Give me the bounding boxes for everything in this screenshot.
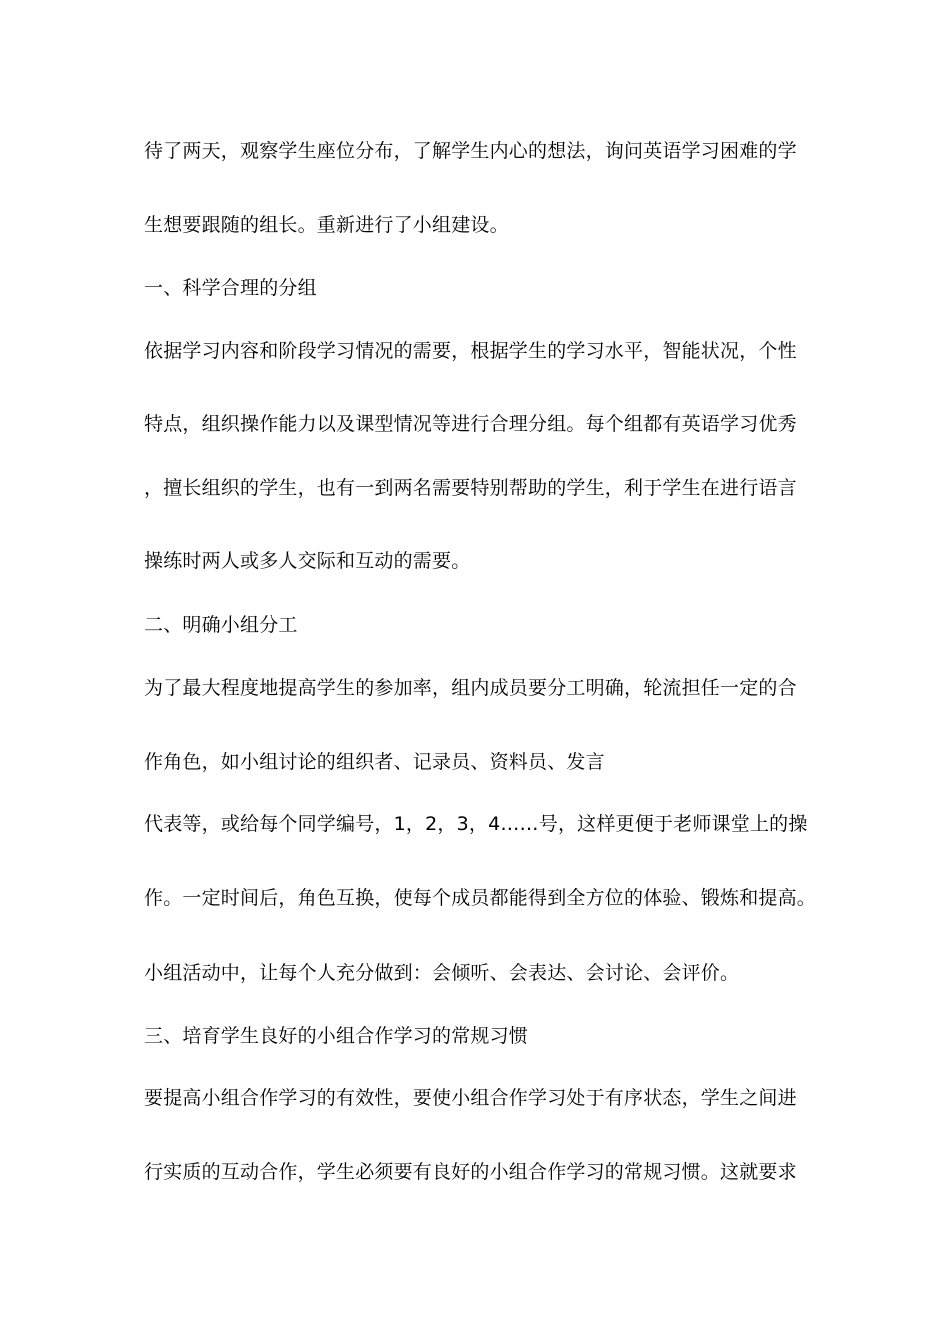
paragraph-line: 代表等，或给每个同学编号，1，2，3，4……号，这样更便于老师课堂上的操 (144, 813, 808, 835)
paragraph-line: ，擅长组织的学生，也有一到两名需要特别帮助的学生，利于学生在进行语言 (144, 477, 797, 499)
paragraph-line: 操练时两人或多人交际和互动的需要。 (144, 550, 471, 572)
section-heading: 一、科学合理的分组 (144, 277, 317, 299)
paragraph-line: 特点，组织操作能力以及课型情况等进行合理分组。每个组都有英语学习优秀 (144, 413, 797, 435)
paragraph-line: 为了最大程度地提高学生的参加率，组内成员要分工明确，轮流担任一定的合 (144, 677, 797, 699)
paragraph-line: 要提高小组合作学习的有效性，要使小组合作学习处于有序状态，学生之间进 (144, 1087, 797, 1109)
section-heading: 三、培育学生良好的小组合作学习的常规习惯 (144, 1025, 529, 1047)
paragraph-line: 作。一定时间后，角色互换，使每个成员都能得到全方位的体验、锻炼和提高。 (144, 887, 817, 909)
paragraph-line: 小组活动中，让每个人充分做到：会倾听、会表达、会讨论、会评价。 (144, 962, 740, 984)
paragraph-line: 依据学习内容和阶段学习情况的需要，根据学生的学习水平，智能状况，个性 (144, 340, 797, 362)
paragraph-line: 作角色，如小组讨论的组织者、记录员、资料员、发言 (144, 751, 605, 773)
paragraph-line: 生想要跟随的组长。重新进行了小组建设。 (144, 214, 509, 236)
paragraph-line: 行实质的互动合作，学生必须要有良好的小组合作学习的常规习惯。这就要求 (144, 1161, 797, 1183)
section-heading: 二、明确小组分工 (144, 614, 298, 636)
paragraph-line: 待了两天，观察学生座位分布，了解学生内心的想法，询问英语学习困难的学 (144, 140, 797, 162)
